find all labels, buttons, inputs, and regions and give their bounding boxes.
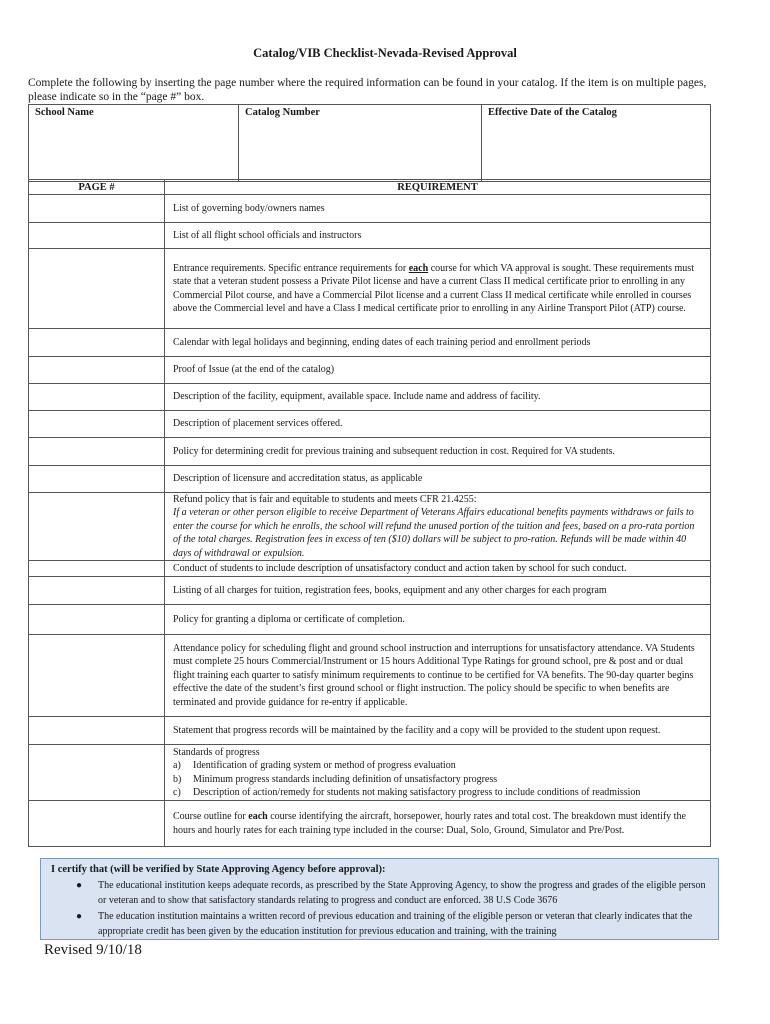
- page-input[interactable]: [29, 577, 165, 605]
- page-input[interactable]: [29, 384, 165, 411]
- requirement-calendar: Calendar with legal holidays and beginning, ending dates of each training period and enrollment periods: [165, 329, 711, 357]
- requirement-proof-of-issue: Proof of Issue (at the end of the catalog): [165, 357, 711, 384]
- list-item: c) Description of action/remedy for students not making satisfactory progress to include conditions of readmission: [173, 786, 641, 798]
- page-input[interactable]: [29, 745, 165, 801]
- effective-date-field[interactable]: [482, 105, 711, 182]
- requirement-charges: Listing of all charges for tuition, registration fees, books, equipment and any other charges for each program: [165, 577, 711, 605]
- requirement-conduct: Conduct of students to include description of unsatisfactory conduct and action taken by school for such conduct.: [165, 561, 711, 577]
- requirement-standards-of-progress: Standards of progress a) Identification of grading system or method of progress evaluation b) Minimum progress standards including definition of unsatisfactory progress c) Description of action/remedy for students not making satisfactory progress to include conditions of readmission: [165, 745, 711, 801]
- school-name-label: School Name: [35, 107, 94, 118]
- school-name-field[interactable]: [29, 105, 239, 182]
- effective-date-label: Effective Date of the Catalog: [488, 107, 617, 118]
- certification-item-records: ● The educational institution keeps adequate records, as prescribed by the State Approving Agency, to show the progress and grades of the eligible person or veteran and to show that satisfactory standards relating to progress and conduct are enforced. 38 U.S Code 3676: [76, 879, 706, 906]
- bullet-icon: ●: [76, 910, 83, 922]
- requirement-progress-records: Statement that progress records will be maintained by the facility and a copy will be provided to the student upon request.: [165, 717, 711, 745]
- page-input[interactable]: [29, 411, 165, 438]
- page-input[interactable]: [29, 493, 165, 561]
- catalog-number-field[interactable]: [239, 105, 482, 182]
- requirement-course-outline: Course outline for each course identifying the aircraft, horsepower, hourly rates and total cost. The breakdown must identify the hours and hourly rates for each training type included in the course: Dual, Solo, Ground, Simulator and Pre/Post.: [165, 801, 711, 847]
- page-input[interactable]: [29, 357, 165, 384]
- requirement-diploma: Policy for granting a diploma or certificate of completion.: [165, 605, 711, 635]
- page-input[interactable]: [29, 605, 165, 635]
- requirements-table: [28, 179, 711, 847]
- page-input[interactable]: [29, 801, 165, 847]
- bullet-icon: ●: [76, 879, 83, 891]
- requirement-column-header: REQUIREMENT: [165, 180, 711, 195]
- instructions-text: Complete the following by inserting the page number where the required information can be found in your catalog. If the item is on multiple pages, please indicate so in the “page #” box.: [28, 77, 707, 103]
- requirement-licensure: Description of licensure and accreditation status, as applicable: [165, 466, 711, 493]
- requirement-refund-policy: Refund policy that is fair and equitable to students and meets CFR 21.4255: If a veteran or other person eligible to receive Department of Veterans Affairs educational benefits payments withdraws or fails to enter the course for which he enrolls, the school will refund the unused portion of the tuition and fees, based on a pro-rata portion of the total charges. Registration fees in excess of ten ($10) dollars will be subject to pro-ration. Refunds will be made within 40 days of withdrawal or expulsion.: [165, 493, 711, 561]
- page-input[interactable]: [29, 717, 165, 745]
- list-item: b) Minimum progress standards including definition of unsatisfactory progress: [173, 773, 498, 785]
- requirement-governing-body: List of governing body/owners names: [165, 195, 711, 223]
- page-input[interactable]: [29, 466, 165, 493]
- page-input[interactable]: [29, 195, 165, 223]
- catalog-info-table: [28, 104, 711, 182]
- revision-date: Revised 9/10/18: [44, 942, 142, 958]
- requirement-placement: Description of placement services offered.: [165, 411, 711, 438]
- page-input[interactable]: [29, 329, 165, 357]
- list-item: a) Identification of grading system or method of progress evaluation: [173, 760, 456, 772]
- page-input[interactable]: [29, 635, 165, 717]
- requirement-facility: Description of the facility, equipment, available space. Include name and address of facility.: [165, 384, 711, 411]
- page-input[interactable]: [29, 438, 165, 466]
- page-input[interactable]: [29, 223, 165, 249]
- certification-box: [40, 858, 719, 940]
- catalog-number-label: Catalog Number: [245, 107, 320, 118]
- page-input[interactable]: [29, 561, 165, 577]
- certification-item-previous-education: ● The education institution maintains a written record of previous education and training of the eligible person or veteran that clearly indicates that the appropriate credit has been given by the education institution for previous education and training, with the training: [76, 910, 693, 937]
- requirement-entrance: Entrance requirements. Specific entrance requirements for each course for which VA approval is sought. These requirements must state that a veteran student possess a Private Pilot license and have a current Class II medical certificate prior to enrolling in any Commercial Pilot course, and have a Commercial Pilot license and a current Class II medical certificate while enrolled in courses above the Commercial level and have a Class I medical certificate prior to enrolling in any Airline Transport Pilot (ATP) course.: [165, 249, 711, 329]
- requirement-officials: List of all flight school officials and instructors: [165, 223, 711, 249]
- page-column-header: PAGE #: [29, 180, 165, 195]
- page-input[interactable]: [29, 249, 165, 329]
- certification-heading: I certify that (will be verified by State Approving Agency before approval):: [51, 864, 386, 875]
- requirement-attendance: Attendance policy for scheduling flight and ground school instruction and interruptions for unsatisfactory attendance. VA Students must complete 25 hours Commercial/Instrument or 15 hours Additional Type Ratings for ground school, pre & post and or dual flight training each quarter to satisfy minimum requirements to continue to be certified for VA benefits. The 90-day quarter begins effective the date of the student’s first ground school or flight instruction. The policy should be specific to when benefits are terminated and provide guidance for re-entry if applicable.: [165, 635, 711, 717]
- page-title: Catalog/VIB Checklist-Nevada-Revised Approval: [253, 46, 517, 60]
- requirement-credit-policy: Policy for determining credit for previous training and subsequent reduction in cost. Required for VA students.: [165, 438, 711, 466]
